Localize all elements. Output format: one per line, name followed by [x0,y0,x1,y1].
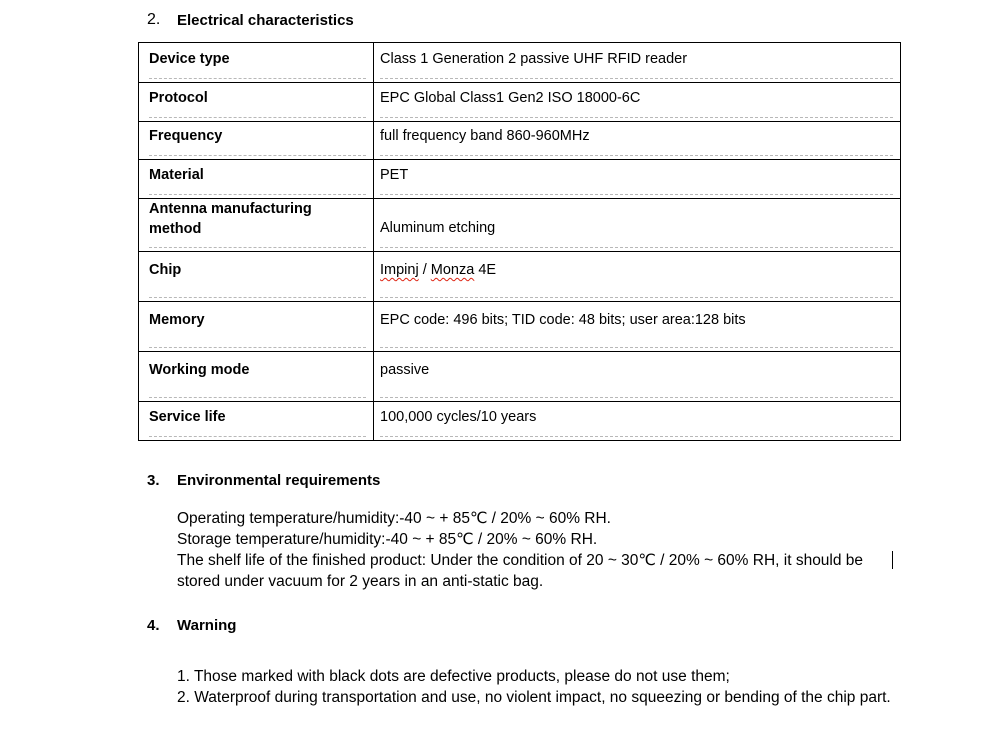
row-value: EPC Global Class1 Gen2 ISO 18000-6C [374,83,901,122]
section-title: Environmental requirements [177,471,381,489]
section-number: 3. [147,471,160,489]
table-row [139,83,901,122]
row-key: Protocol [139,83,374,122]
section-number: 4. [147,616,160,634]
row-value: PET [374,160,901,199]
row-value: Impinj / Monza 4E [374,252,901,302]
row-key: Memory [139,302,374,352]
warning-item-2: 2. Waterproof during transportation and use, no violent impact, no squeezing or bending of the chip part. [177,689,891,706]
warning-item-1: 1. Those marked with black dots are defective products, please do not use them; [177,668,730,685]
row-key: Device type [139,43,374,83]
warning-text [177,666,897,708]
section-heading-electrical [147,8,354,32]
section-title: Warning [177,616,237,634]
row-key: Working mode [139,352,374,402]
text-cursor [892,551,893,569]
row-key: Chip [139,252,374,302]
environment-text [177,508,897,592]
row-key: Material [139,160,374,199]
row-value: Aluminum etching [374,199,901,252]
electrical-characteristics-table [138,42,901,441]
shelf-life-text: The shelf life of the finished product: Under the condition of 20 ~ 30℃ / 20% ~ 60% RH, it should be stored under vacuum for 2 years in an anti-static bag. [177,552,864,590]
section-heading-environment [147,470,380,490]
row-value: 100,000 cycles/10 years [374,402,901,441]
table-row [139,199,901,252]
table-row [139,252,901,302]
chip-vendor: Impinj [380,262,419,278]
row-value: full frequency band 860-960MHz [374,122,901,160]
table-row [139,122,901,160]
table-row [139,352,901,402]
table-row [139,402,901,441]
table-row [139,302,901,352]
row-key: Frequency [139,122,374,160]
storage-conditions: Storage temperature/humidity:-40 ~ + 85℃ / 20% ~ 60% RH. [177,531,598,548]
table-row [139,43,901,83]
operating-conditions: Operating temperature/humidity:-40 ~ + 85℃ / 20% ~ 60% RH. [177,510,611,527]
section-heading-warning [147,615,236,635]
chip-model: Monza [430,262,475,278]
row-value: Class 1 Generation 2 passive UHF RFID reader [374,43,901,83]
row-value: passive [374,352,901,402]
row-key: Service life [139,402,374,441]
section-title: Electrical characteristics [177,11,354,29]
row-key: Antenna manufacturing method [139,199,374,252]
row-value: EPC code: 496 bits; TID code: 48 bits; user area:128 bits [374,302,901,352]
section-number: 2. [147,11,161,28]
table-row [139,160,901,199]
